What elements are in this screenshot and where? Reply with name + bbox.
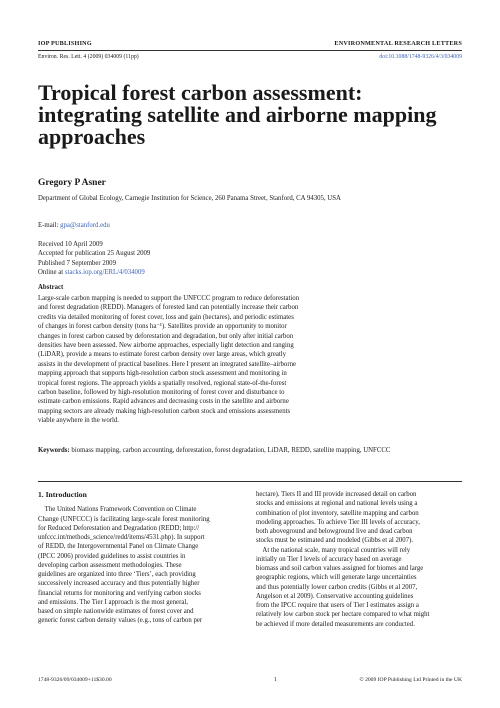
- abstract-line: assists in the development of practical baselines. Here I present an integrated satellite–airborne: [38, 360, 296, 368]
- abstract-line: carbon baseline, followed by high-resolution monitoring of forest cover and disturbance to: [38, 389, 285, 397]
- publisher-name: IOP PUBLISHING: [38, 40, 92, 47]
- body-line: At the national scale, many tropical countries will rely: [256, 546, 411, 554]
- body-line: modeling approaches. To achieve Tier III levels of accuracy,: [256, 518, 420, 526]
- footer-issn: 1748-9326/09/034009+11$30.00: [38, 677, 112, 683]
- abstract-line: changes in forest carbon caused by deforestation and degradation, but only after initial carbon: [38, 332, 294, 340]
- body-line: combination of plot inventory, satellite mapping and carbon: [256, 509, 419, 517]
- body-line: for Reduced Deforestation and Degradation (REDD; http://: [38, 524, 200, 532]
- body-line: (IPCC 2006) provided guidelines to assist countries in: [38, 552, 186, 560]
- body-line: be achieved if more detailed measurements are conducted.: [256, 620, 415, 628]
- body-line: hectare). Tiers II and III provide increased detail on carbon: [256, 491, 417, 498]
- abstract-line: mapping sectors are already making high-resolution carbon stock and emissions assessments: [38, 407, 291, 415]
- body-line: The United Nations Framework Convention on Climate: [38, 506, 197, 514]
- footer-copyright: © 2009 IOP Publishing Ltd Printed in the UK: [359, 677, 462, 683]
- body-line: and emissions. The Tier I approach is the most general,: [38, 598, 188, 606]
- body-line: both aboveground and belowground live and dead carbon: [256, 528, 413, 535]
- body-line: based on simple nationwide estimates of forest cover and: [38, 608, 194, 615]
- body-line: Angelson et al 2009). Conservative accounting guidelines: [256, 592, 414, 600]
- abstract-line: Large-scale carbon mapping is needed to support the UNFCCC program to reduce deforestation: [38, 295, 300, 302]
- section-heading: 1. Introduction: [38, 490, 87, 499]
- date-accepted: Accepted for publication 25 August 2009: [38, 250, 151, 258]
- body-line: from the IPCC require that users of Tier I estimates assign a: [256, 602, 419, 609]
- abstract-line: viable anywhere in the world.: [38, 417, 119, 425]
- abstract-line: densities have been assessed. New airborne approaches, especially light detection and ranging: [38, 342, 294, 350]
- online-line: [38, 268, 150, 277]
- body-line: stocks must be estimated and modeled (Gibbs et al 2007).: [256, 537, 414, 545]
- body-line: generic forest carbon density values (e.g., tons of carbon per: [38, 617, 203, 625]
- body-line: financial returns for monitoring and verifying carbon stocks: [38, 589, 201, 597]
- author-affiliation: Department of Global Ecology, Carnegie Institution for Science, 260 Panama Street, Stanford, CA 94305, USA: [38, 195, 341, 202]
- body-line: developing carbon assessment methodologies. These: [38, 561, 182, 569]
- keywords: [38, 446, 466, 455]
- publication-dates: [38, 240, 150, 278]
- body-line: of REDD, the Intergovernmental Panel on Climate Change: [38, 543, 199, 551]
- author-name: Gregory P Asner: [38, 178, 106, 188]
- email-line: [38, 222, 110, 229]
- abstract-body: [38, 294, 466, 426]
- body-line: guidelines are organized into three ‘Tiers’, each providing: [38, 571, 196, 578]
- body-line: relatively low carbon stock per hectare compared to what might: [256, 611, 430, 619]
- abstract-heading: Abstract: [38, 284, 64, 291]
- doi-link[interactable]: doi:10.1088/1748-9326/4/3/034009: [379, 54, 462, 60]
- abstract-line: mapping approach that supports high-resolution carbon stock assessment and monitoring in: [38, 370, 287, 378]
- online-link[interactable]: stacks.iop.org/ERL/4/034009: [64, 269, 145, 277]
- body-line: unfccc.int/methods_science/redd/items/4531.php). In support: [38, 534, 205, 541]
- body-line: successively increased accuracy and thus potentially higher: [38, 580, 200, 588]
- body-line: Change (UNFCCC) is facilitating large-scale forest monitoring: [38, 515, 210, 523]
- keywords-text: biomass mapping, carbon accounting, deforestation, forest degradation, LiDAR, REDD, satellite mapping, UNFCCC: [71, 447, 391, 454]
- body-line: and thus potentially lower carbon credits (Gibbs et al 2007,: [256, 583, 418, 591]
- abstract-line: tropical forest regions. The approach yields a spatially resolved, regional state-of-the-forest: [38, 379, 287, 387]
- abstract-line: of changes in forest carbon density (tons ha⁻¹). Satellites provide an opportunity to monitor: [38, 323, 287, 331]
- article-title: Tropical forest carbon assessment: integrating satellite and airborne mapping approaches: [38, 80, 437, 149]
- abstract-line: and forest degradation (REDD). Managers of forested land can potentially increase their carbon: [38, 304, 299, 312]
- body-line: geographic regions, which will generate large uncertainties: [256, 574, 417, 582]
- journal-citation: Environ. Res. Lett. 4 (2009) 034009 (11pp): [38, 54, 139, 60]
- keywords-label: Keywords:: [38, 447, 72, 454]
- intro-left-column: [38, 490, 242, 626]
- abstract-line: estimate carbon emissions. Rapid advances and decreasing costs in the satellite and airborne: [38, 398, 289, 406]
- date-received: Received 10 April 2009: [38, 241, 103, 248]
- date-published: Published 7 September 2009: [38, 259, 116, 267]
- body-line: biomass and soil carbon values assigned for biomes and large: [256, 565, 424, 572]
- abstract-line: credits via detailed monitoring of forest cover, loss and gain (hectares), and periodic estimates: [38, 313, 294, 321]
- online-label: Online at: [38, 269, 65, 277]
- page-number: 1: [274, 677, 277, 683]
- journal-name: ENVIRONMENTAL RESEARCH LETTERS: [334, 40, 462, 47]
- abstract-line: (LiDAR), provide a means to estimate forest carbon density over large areas, which greatly: [38, 351, 287, 359]
- body-line: initially on Tier I levels of accuracy based on average: [256, 555, 402, 563]
- body-line: stocks and emissions at regional and national levels using a: [256, 500, 418, 508]
- intro-right-column: [256, 490, 460, 629]
- section-rule: [38, 481, 462, 482]
- email-label: E-mail:: [38, 222, 61, 229]
- email-link[interactable]: gpa@stanford.edu: [60, 222, 110, 229]
- header-rule: [38, 50, 462, 51]
